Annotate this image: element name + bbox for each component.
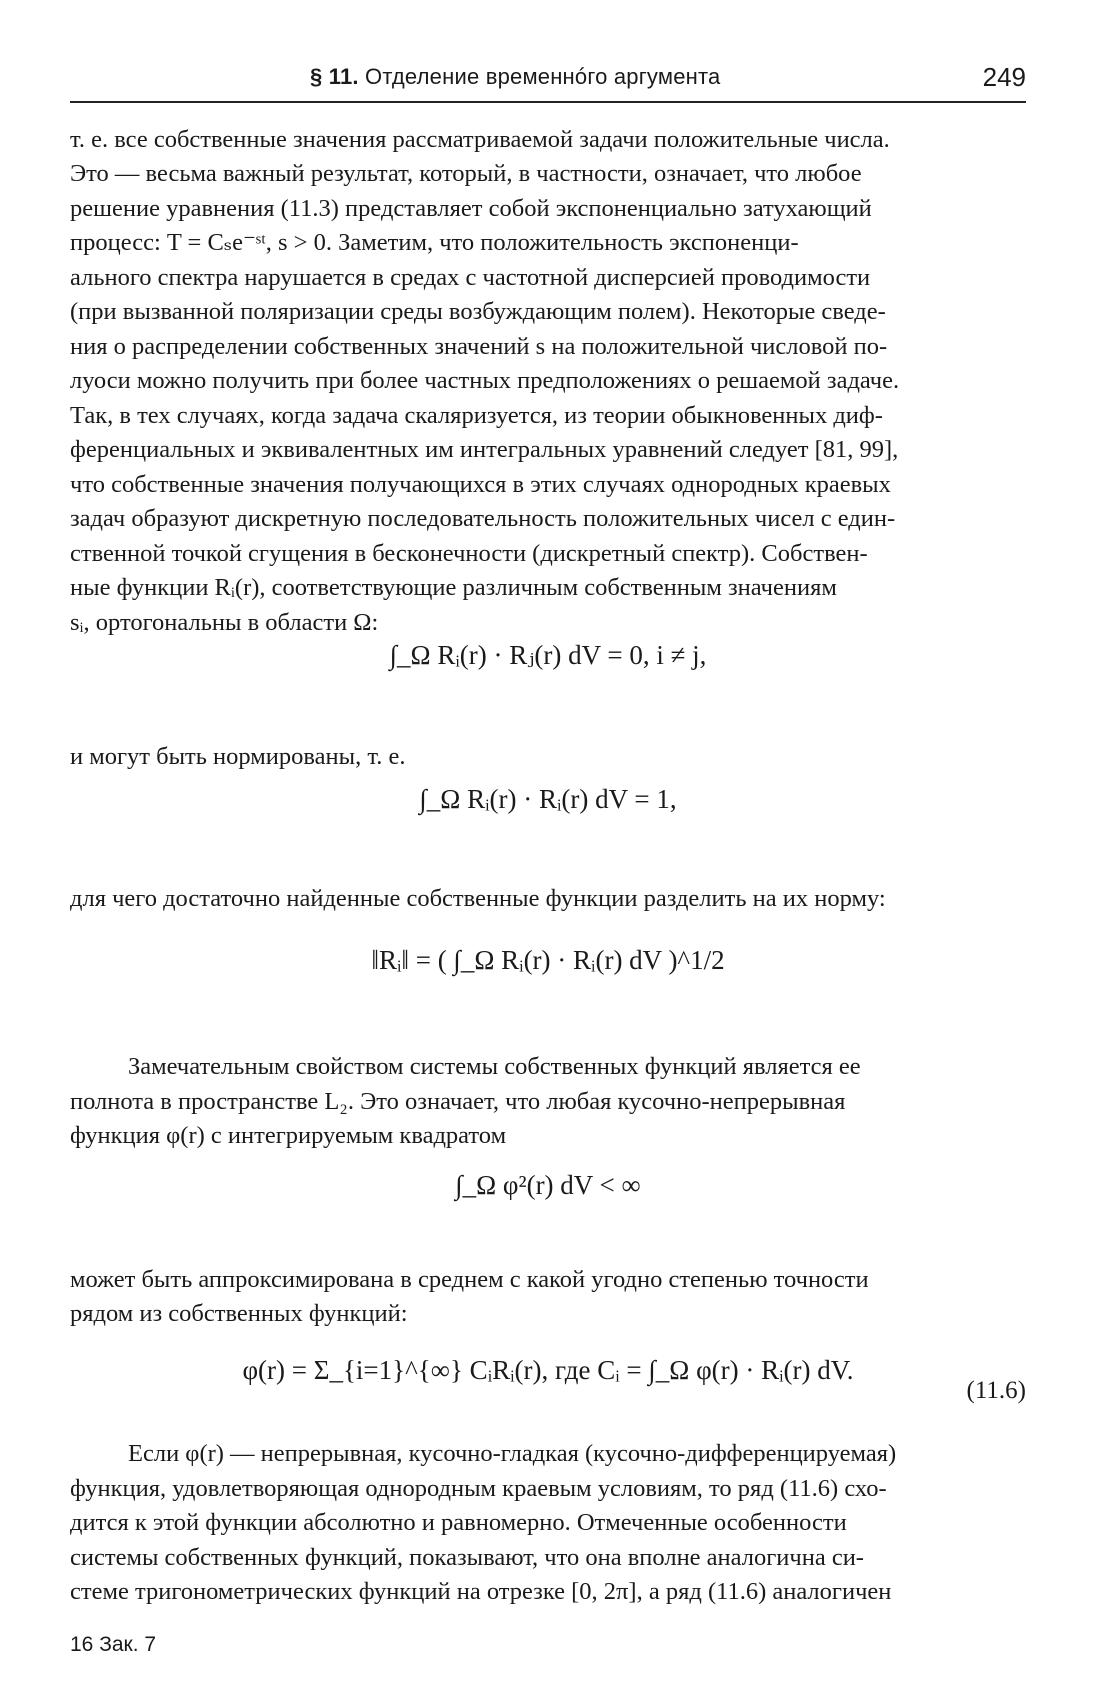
text-line: функция, удовлетворяющая однородным краевым условиям, то ряд (11.6) схо- [70,1475,887,1502]
section-mark: § 11. [310,64,359,89]
header-rule [70,101,1026,103]
text-line: т. е. все собственные значения рассматриваемой задачи положительные числа. [70,126,890,153]
text-line: рядом из собственных функций: [70,1300,408,1327]
formula-square-integrable-text: ∫_Ω φ²(r) dV < ∞ [455,1170,641,1200]
text-line: ные функции Rᵢ(r), соответствующие различным собственным значениям [70,574,837,601]
formula-expansion-text: φ(r) = Σ_{i=1}^{∞} CᵢRᵢ(r), где Cᵢ = ∫_Ω φ(r) · Rᵢ(r) dV. [242,1355,854,1385]
formula-square-integrable [70,1170,1026,1201]
formula-norm [70,945,1026,976]
text-line: может быть аппроксимирована в среднем с какой угодно степенью точности [70,1266,869,1293]
paragraph-2: и могут быть нормированы, т. е. [70,743,406,770]
paragraph-3: для чего достаточно найденные собственные функции разделить на их норму: [70,885,886,912]
printer-signature: 16 Зак. 7 [70,1633,157,1656]
text-line: луоси можно получить при более частных предположениях о решаемой задаче. [70,367,900,394]
formula-normalization-text: ∫_Ω Rᵢ(r) · Rᵢ(r) dV = 1, [419,784,677,814]
section-title [310,64,720,90]
text-line: ального спектра нарушается в средах с частотной дисперсией проводимости [70,264,871,291]
equation-number: (11.6) [966,1377,1026,1404]
text-line: Это — весьма важный результат, который, в частности, означает, что любое [70,160,862,187]
text-line: Так, в тех случаях, когда задача скаляризуется, из теории обыкновенных диф- [70,402,883,429]
formula-expansion [70,1355,1026,1404]
text-line: процесс: T = Cₛe⁻ˢᵗ, s > 0. Заметим, что положительность экспоненци- [70,229,799,256]
text-line: дится к этой функции абсолютно и равномерно. Отмеченные особенности [70,1509,847,1536]
text-line: ференциальных и эквивалентных им интегральных уравнений следует [81, 99], [70,436,899,463]
text-line: решение уравнения (11.3) представляет собой экспоненциально затухающий [70,195,872,222]
text-line: Замечательным свойством системы собственных функций является ее [128,1053,861,1080]
text-line: функция φ(r) с интегрируемым квадратом [70,1122,507,1149]
text-line: (при вызванной поляризации среды возбуждающим полем). Некоторые сведе- [70,298,886,325]
text-line: системы собственных функций, показывают, что она вполне аналогична си- [70,1544,864,1571]
formula-norm-text: ‖Rᵢ‖ = ( ∫_Ω Rᵢ(r) · Rᵢ(r) dV )^1/2 [371,945,725,975]
formula-orthogonality-text: ∫_Ω Rᵢ(r) · Rⱼ(r) dV = 0, i ≠ j, [389,640,707,670]
text-line: ственной точкой сгущения в бесконечности (дискретный спектр). Собствен- [70,540,868,567]
text-line: стеме тригонометрических функций на отрезке [0, 2π], а ряд (11.6) аналогичен [70,1578,892,1605]
page-number: 249 [982,62,1026,92]
formula-orthogonality [70,640,1026,671]
running-header [70,64,1026,104]
text-line: полнота в пространстве L₂. Это означает, что любая кусочно-непрерывная [70,1088,846,1115]
text-line: Если φ(r) — непрерывная, кусочно-гладкая (кусочно-дифференцируемая) [128,1440,897,1467]
section-name: Отделение временнóго аргумента [365,64,721,89]
text-line: что собственные значения получающихся в этих случаях однородных краевых [70,471,891,498]
text-line: ния о распределении собственных значений s на положительной числовой по- [70,333,888,360]
text-line: задач образуют дискретную последовательность положительных чисел с един- [70,505,896,532]
text-line: sᵢ, ортогональны в области Ω: [70,609,379,636]
formula-normalization [70,784,1026,815]
